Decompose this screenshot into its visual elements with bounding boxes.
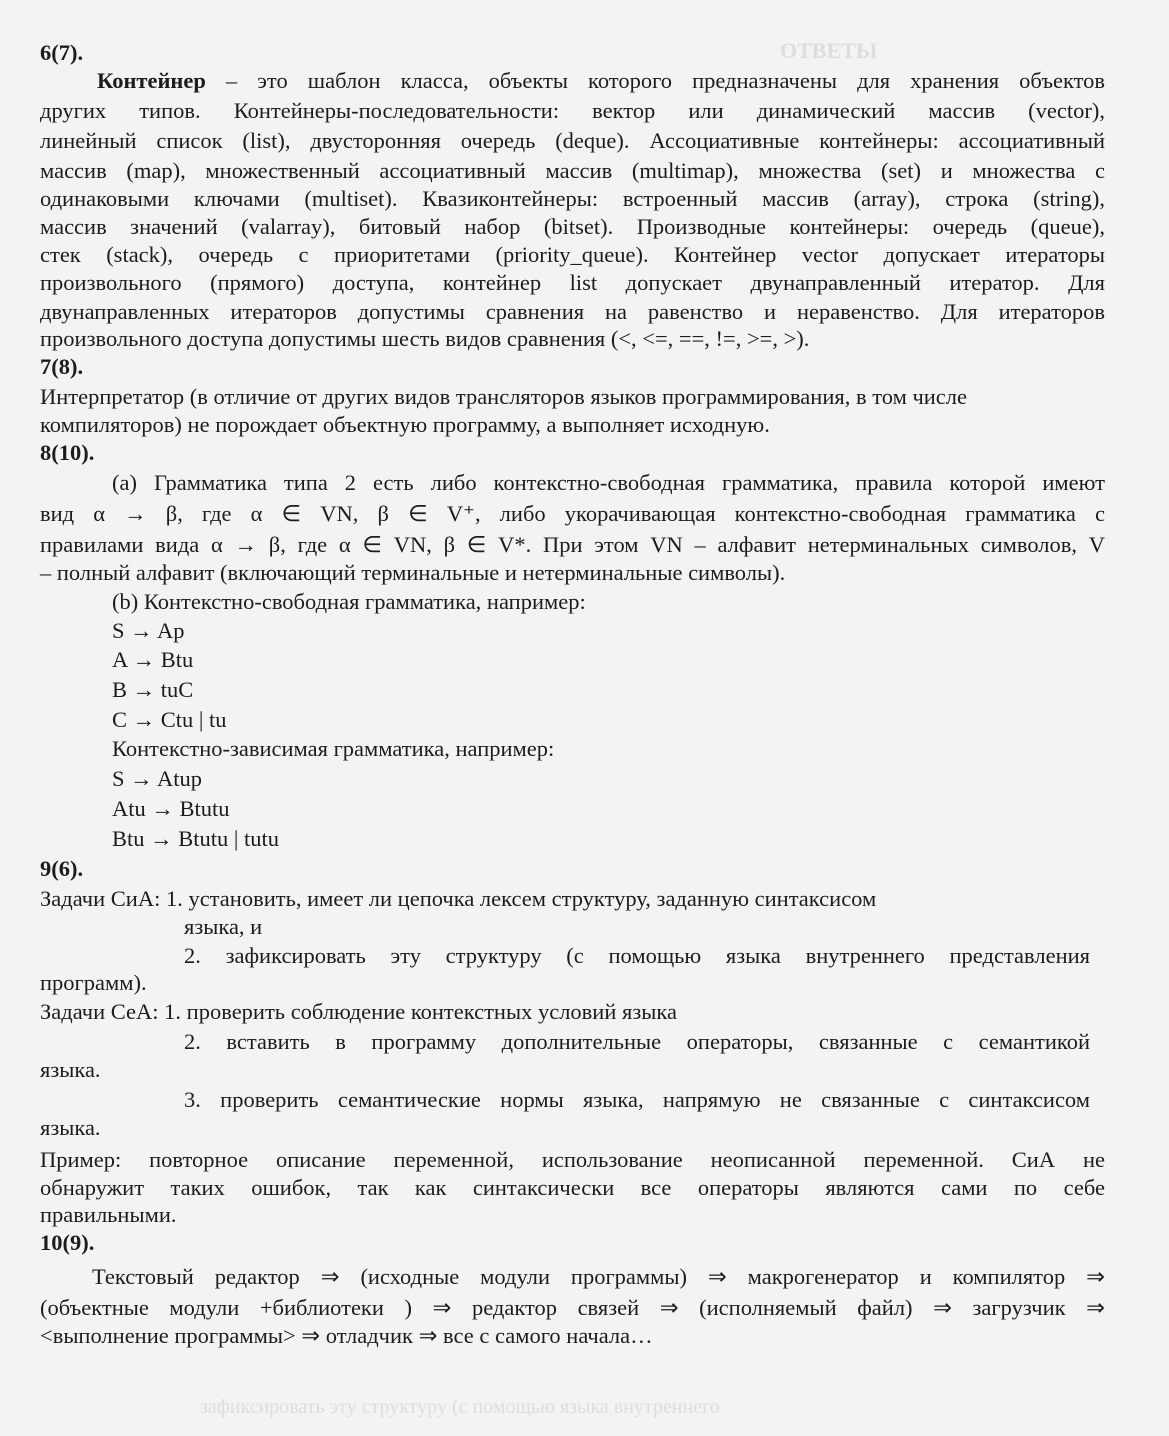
paragraph-line: Контекстно-зависимая грамматика, например: <box>112 736 555 761</box>
paragraph-line: линейный список (list), двусторонняя очередь (deque). Ассоциативные контейнеры: ассоциативный <box>40 128 1105 153</box>
paragraph-line: массив значений (valarray), битовый набор (bitset). Производные контейнеры: очередь (queue), <box>40 214 1105 239</box>
paragraph-line: произвольного (прямого) доступа, контейнер list допускает двунаправленный итератор. Для <box>40 270 1105 295</box>
paragraph-line: произвольного доступа допустимы шесть видов сравнения (<, <=, ==, !=, >=, >). <box>40 326 810 351</box>
section-heading-7: 7(8). <box>40 354 84 379</box>
paragraph-line: Пример: повторное описание переменной, использование неописанной переменной. СиА не <box>40 1147 1105 1172</box>
section-heading-6: 6(7). <box>40 40 84 65</box>
term-container: Контейнер <box>97 68 206 93</box>
paragraph-line: 2. вставить в программу дополнительные операторы, связанные с семантикой <box>184 1029 1090 1054</box>
paragraph-line: 2. зафиксировать эту структуру (с помощью языка внутреннего представления <box>184 943 1090 968</box>
bleed-through-text: ОТВЕТЫ <box>780 38 878 63</box>
paragraph-line: (b) Контекстно-свободная грамматика, например: <box>112 589 586 614</box>
paragraph-line: <выполнение программы> ⇒ отладчик ⇒ все с самого начала… <box>40 1323 653 1348</box>
section-heading-10: 10(9). <box>40 1230 95 1255</box>
paragraph-line: программ). <box>40 970 147 995</box>
paragraph-line: языка, и <box>184 914 263 939</box>
paragraph-line: массив (map), множественный ассоциативный массив (multimap), множества (set) и множества с <box>40 158 1105 183</box>
paragraph-line: других типов. Контейнеры-последовательности: вектор или динамический массив (vector), <box>40 98 1105 123</box>
paragraph-line: Текстовый редактор ⇒ (исходные модули программы) ⇒ макрогенератор и компилятор ⇒ <box>92 1264 1105 1289</box>
paragraph-line: вид α → β, где α ∈ VN, β ∈ V⁺, либо укорачивающая контекстно-свободная грамматика с <box>40 501 1105 526</box>
paragraph-line: (объектные модули +библиотеки ) ⇒ редактор связей ⇒ (исполняемый файл) ⇒ загрузчик ⇒ <box>40 1295 1105 1320</box>
paragraph-line: двунаправленных итераторов допустимы сравнения на равенство и неравенство. Для итераторов <box>40 299 1105 324</box>
section-heading-9: 9(6). <box>40 856 84 881</box>
paragraph-line: Контейнер – это шаблон класса, объекты которого предназначены для хранения объектов <box>97 68 1105 93</box>
grammar-rule: S → Atup <box>112 766 203 791</box>
bleed-through-text: зафиксировать эту структуру (с помощью языка внутреннего <box>200 1396 720 1418</box>
paragraph-line: – полный алфавит (включающий терминальные и нетерминальные символы). <box>40 560 786 585</box>
paragraph-line: Задачи СеА: 1. проверить соблюдение контекстных условий языка <box>40 999 677 1024</box>
section-heading-8: 8(10). <box>40 440 95 465</box>
paragraph-line: правильными. <box>40 1202 177 1227</box>
grammar-rule: A → Btu <box>112 647 194 672</box>
paragraph-line: языка. <box>40 1057 101 1082</box>
grammar-rule: Atu → Btutu <box>112 796 230 821</box>
paragraph-line: стек (stack), очередь с приоритетами (priority_queue). Контейнер vector допускает итераторы <box>40 242 1105 267</box>
paragraph-line: (a) Грамматика типа 2 есть либо контекстно-свободная грамматика, правила которой имеют <box>112 470 1105 495</box>
paragraph-line: обнаружит таких ошибок, так как синтаксически все операторы являются сами по себе <box>40 1175 1105 1200</box>
grammar-rule: C → Ctu | tu <box>112 707 227 732</box>
paragraph-line: правилами вида α → β, где α ∈ VN, β ∈ V*. При этом VN – алфавит нетерминальных символов, V <box>40 532 1105 557</box>
grammar-rule: Btu → Btutu | tutu <box>112 826 280 851</box>
paragraph-line: языка. <box>40 1115 101 1140</box>
paragraph-line: компиляторов) не порождает объектную программу, а выполняет исходную. <box>40 412 770 437</box>
grammar-rule: B → tuC <box>112 677 194 702</box>
paragraph-line: Задачи СиА: 1. установить, имеет ли цепочка лексем структуру, заданную синтаксисом <box>40 886 877 911</box>
paragraph-line: Интерпретатор (в отличие от других видов трансляторов языков программирования, в том числе <box>40 384 968 409</box>
paragraph-line: 3. проверить семантические нормы языка, напрямую не связанные с синтаксисом <box>184 1087 1090 1112</box>
paragraph-line: одинаковыми ключами (multiset). Квазиконтейнеры: встроенный массив (array), строка (string), <box>40 186 1105 211</box>
grammar-rule: S → Ap <box>112 618 185 643</box>
